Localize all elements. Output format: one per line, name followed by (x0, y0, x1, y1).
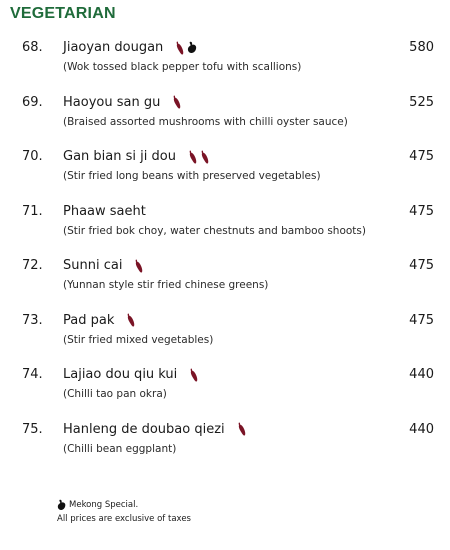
chilli-pepper-icon (126, 313, 135, 327)
item-number: 73. (22, 312, 43, 328)
item-description: (Stir fried bok choy, water chestnuts and bamboo shoots) (63, 224, 366, 237)
footer-notes (57, 498, 191, 526)
item-number: 75. (22, 421, 43, 437)
chilli-pepper-icon (237, 422, 246, 436)
item-number: 70. (22, 149, 43, 164)
item-price: 440 (409, 421, 434, 437)
item-icons (188, 149, 212, 164)
footer-tax-note: All prices are exclusive of taxes (57, 514, 191, 524)
item-price: 525 (409, 94, 434, 110)
menu-item (0, 204, 450, 244)
item-icons (175, 40, 198, 55)
item-price: 475 (409, 312, 434, 328)
chilli-pepper-icon (172, 95, 181, 109)
chilli-pepper-icon (175, 41, 184, 55)
menu-item (0, 40, 450, 80)
item-name: Pad pak (63, 312, 115, 328)
chilli-pepper-icon (200, 150, 209, 164)
footer-special-legend (57, 498, 191, 512)
item-description: (Chilli tao pan okra) (63, 388, 167, 400)
item-price: 580 (409, 40, 434, 55)
item-price: 475 (409, 203, 434, 219)
item-description: (Yunnan style stir fried chinese greens) (63, 279, 269, 291)
item-name-row (63, 204, 158, 219)
item-number: 74. (22, 367, 43, 382)
item-name-row (63, 95, 184, 110)
item-icons (172, 95, 184, 110)
item-description: (Stir fried long beans with preserved vegetables) (63, 170, 321, 182)
item-description: (Wok tossed black pepper tofu with scallions) (63, 61, 302, 73)
item-price: 440 (409, 367, 434, 382)
section-title: VEGETARIAN (10, 5, 116, 22)
chilli-pepper-icon (188, 150, 197, 164)
item-icons (189, 367, 201, 382)
item-icons (126, 313, 138, 328)
item-description: (Braised assorted mushrooms with chilli oyster sauce) (63, 115, 348, 128)
chilli-pepper-icon (134, 259, 143, 273)
item-number: 68. (22, 40, 43, 55)
item-number: 72. (22, 258, 43, 273)
item-name-row (63, 422, 249, 437)
menu-item (0, 313, 450, 353)
item-number: 71. (22, 203, 43, 219)
menu-item (0, 258, 450, 298)
menu-item (0, 149, 450, 189)
item-name-row (63, 313, 138, 328)
footer-special-label: Mekong Special. (69, 500, 139, 510)
item-name: Hanleng de doubao qiezi (63, 421, 225, 437)
item-price: 475 (409, 149, 434, 164)
menu-item (0, 95, 450, 135)
chilli-pepper-icon (189, 368, 198, 382)
item-name: Lajiao dou qiu kui (63, 367, 178, 382)
item-name: Gan bian si ji dou (63, 149, 176, 164)
item-description: (Chilli bean eggplant) (63, 442, 177, 455)
item-name: Sunni cai (63, 258, 123, 273)
item-name: Haoyou san gu (63, 94, 161, 110)
item-number: 69. (22, 94, 43, 110)
item-name-row (63, 149, 212, 164)
item-icons (134, 258, 146, 273)
item-description: (Stir fried mixed vegetables) (63, 333, 214, 346)
item-name-row (63, 367, 201, 382)
item-name-row (63, 258, 146, 273)
mekong-special-icon (187, 41, 198, 54)
item-name: Jiaoyan dougan (63, 40, 164, 55)
mekong-special-icon (57, 499, 67, 511)
item-price: 475 (409, 258, 434, 273)
item-name: Phaaw saeht (63, 203, 146, 219)
menu-item (0, 422, 450, 462)
item-icons (237, 422, 249, 437)
item-name-row (63, 40, 198, 55)
menu-item (0, 367, 450, 407)
